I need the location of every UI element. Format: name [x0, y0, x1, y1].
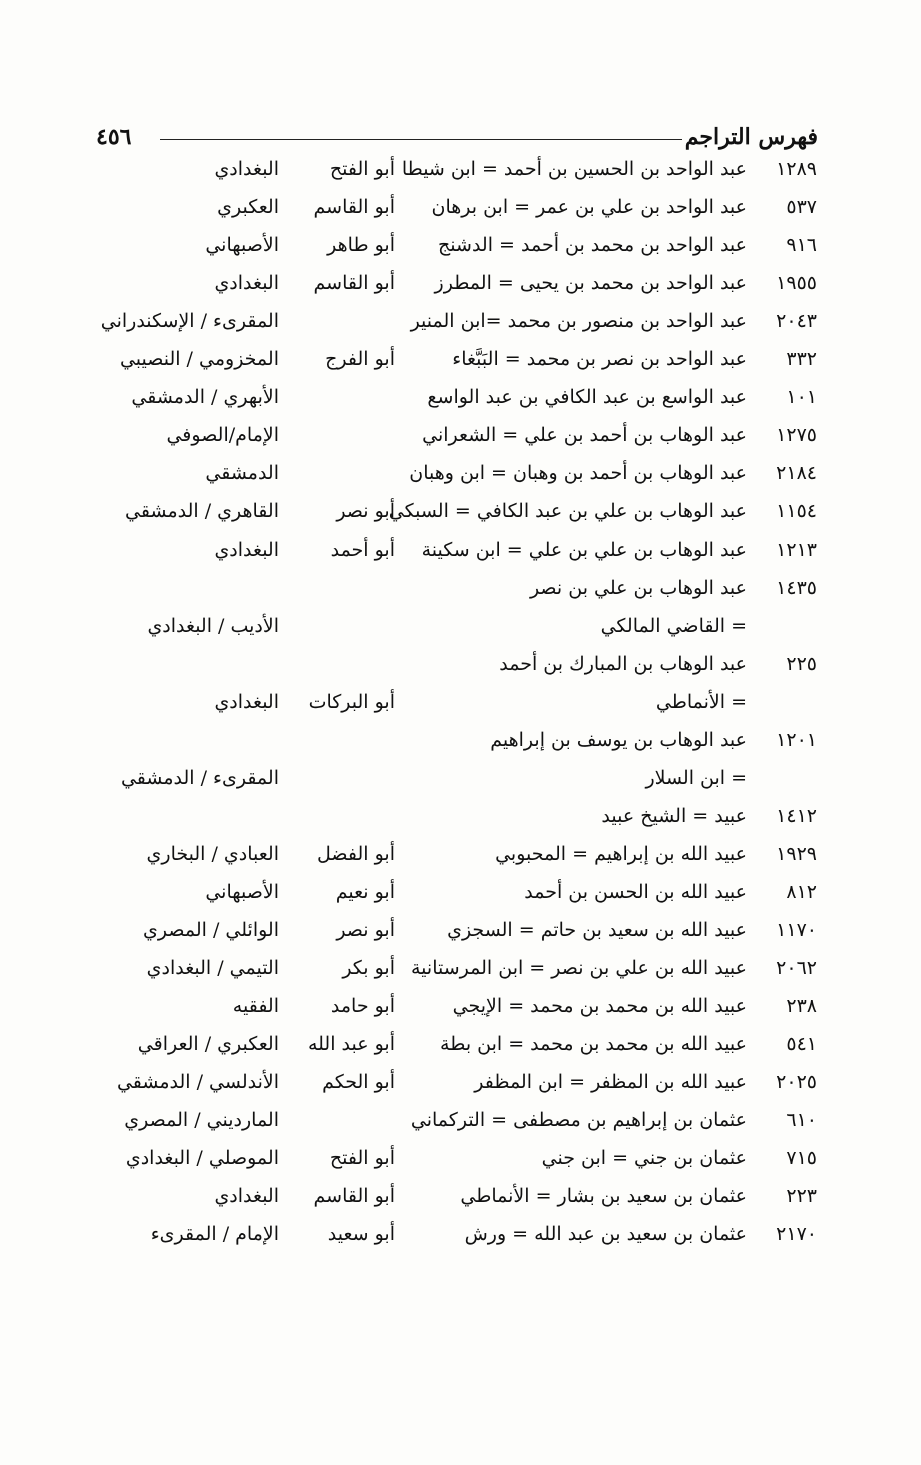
entry-kunya: أبو نصر [336, 919, 395, 941]
index-entry [0, 949, 921, 987]
entry-nisba: العكبري / العراقي [137, 1033, 279, 1056]
entry-name: عبد الوهاب بن أحمد بن وهبان = ابن وهبان [409, 462, 747, 485]
index-entry [0, 302, 921, 340]
index-entry [0, 188, 921, 226]
index-entry [0, 1063, 921, 1101]
entry-name: عبد الوهاب بن علي بن عبد الكافي = السبكي [388, 500, 747, 523]
entry-nisba: العبادي / البخاري [146, 842, 279, 865]
entry-nisba: التيمي / البغدادي [146, 957, 279, 980]
index-entry [0, 264, 921, 302]
entry-nisba: البغدادي [214, 272, 279, 295]
entry-kunya: أبو طاهر [327, 234, 395, 257]
entry-number: ٢٠٦٢ [776, 957, 817, 980]
entry-name: عبيد الله بن إبراهيم = المحبوبي [495, 842, 747, 865]
index-entry [0, 226, 921, 264]
index-entry [0, 531, 921, 569]
entry-kunya: أبو الفتح [329, 1147, 395, 1170]
index-entry [0, 454, 921, 492]
index-entry [0, 378, 921, 416]
entry-kunya: أبو الفضل [317, 842, 395, 865]
entry-nisba: البغدادي [214, 690, 279, 713]
entry-name: عبيد الله بن محمد بن محمد = ابن بطة [440, 1033, 747, 1056]
entry-number: ٥٣٧ [786, 196, 817, 219]
index-entry [0, 759, 921, 797]
index-entry [0, 683, 921, 721]
entry-name: عبد الواحد بن الحسين بن أحمد = ابن شيطا [401, 158, 747, 180]
entry-name: عبد الواحد بن علي بن عمر = ابن برهان [431, 196, 747, 219]
entry-name: = ابن السلار [645, 766, 747, 789]
entry-nisba: الأصبهاني [205, 234, 279, 257]
entry-kunya: أبو أحمد [330, 538, 395, 561]
index-entry [0, 835, 921, 873]
entry-name: عثمان بن إبراهيم بن مصطفى = التركماني [410, 1109, 747, 1132]
entry-name: عبد الواحد بن محمد بن يحيى = المطرز [434, 272, 747, 295]
entry-nisba: الدمشقي [205, 462, 279, 485]
entry-number: ١٤٣٥ [776, 576, 817, 599]
entry-name: عبد الوهاب بن علي بن نصر [529, 576, 747, 599]
entry-nisba: الفقيه [232, 995, 279, 1018]
entry-number: ١١٧٠ [776, 919, 817, 941]
entry-number: ٢٢٥ [786, 652, 817, 675]
entry-number: ٢٠٤٣ [776, 310, 817, 333]
entry-name: عبيد الله بن سعيد بن حاتم = السجزي [447, 919, 747, 941]
index-entry [0, 1139, 921, 1177]
entry-nisba: المقرىء / الدمشقي [120, 766, 279, 789]
index-entry [0, 987, 921, 1025]
entry-nisba: العكبري [217, 196, 279, 219]
entry-number: ٨١٢ [786, 880, 817, 903]
entry-number: ١٩٢٩ [776, 842, 817, 865]
index-entry [0, 492, 921, 530]
entry-kunya: أبو عبد الله [307, 1033, 395, 1056]
entry-nisba: المقرىء / الإسكندراني [100, 310, 279, 333]
entry-number: ٢١٧٠ [776, 1223, 817, 1246]
entry-kunya: أبو حامد [330, 995, 395, 1018]
entry-kunya: أبو القاسم [313, 196, 395, 219]
entry-nisba: الأديب / البغدادي [147, 614, 279, 637]
entry-name: عبد الوهاب بن علي بن علي = ابن سكينة [421, 538, 747, 561]
index-entry [0, 150, 921, 188]
index-entry [0, 569, 921, 607]
entry-kunya: أبو الفرج [325, 348, 395, 371]
entry-name: عثمان بن سعيد بن بشار = الأنماطي [460, 1185, 747, 1208]
entry-nisba: الموصلي / البغدادي [125, 1147, 279, 1170]
entry-name: = القاضي المالكي [600, 614, 747, 637]
entry-name: عبد الواحد بن نصر بن محمد = البَبَّغاء [452, 348, 747, 371]
entry-name: عبد الواحد بن منصور بن محمد =ابن المنير [410, 310, 747, 333]
index-entry [0, 1215, 921, 1253]
entry-nisba: الأصبهاني [205, 880, 279, 903]
entry-nisba: الإمام / المقرىء [150, 1223, 279, 1246]
entry-kunya: أبو سعيد [327, 1223, 395, 1246]
entry-nisba: المخزومي / النصيبي [119, 348, 279, 371]
index-entry [0, 1177, 921, 1215]
entry-name: عبيد الله بن علي بن نصر = ابن المرستانية [411, 957, 747, 980]
entry-number: ٣٣٢ [786, 348, 817, 371]
index-entry [0, 645, 921, 683]
entry-name: = الأنماطي [655, 690, 747, 713]
index-entry [0, 797, 921, 835]
entry-nisba: البغدادي [214, 158, 279, 180]
index-entry [0, 416, 921, 454]
index-entry [0, 721, 921, 759]
entry-name: عبيد = الشيخ عبيد [601, 804, 747, 827]
header-rule [160, 139, 682, 140]
entry-number: ١٢٨٩ [776, 158, 817, 180]
entry-nisba: المارديني / المصري [124, 1109, 279, 1132]
entry-kunya: أبو البركات [308, 690, 395, 713]
entry-name: عبيد الله بن المظفر = ابن المظفر [474, 1071, 747, 1094]
entry-name: عثمان بن جني = ابن جني [541, 1147, 747, 1170]
page-number: ٤٥٦ [96, 124, 132, 150]
entry-kunya: أبو بكر [342, 957, 395, 980]
entry-name: عبد الواحد بن محمد بن أحمد = الدشنج [438, 234, 747, 257]
index-entry [0, 607, 921, 645]
entry-nisba: الإمام/الصوفي [166, 424, 279, 447]
entry-nisba: القاهري / الدمشقي [125, 500, 279, 523]
entry-kunya: أبو القاسم [313, 1185, 395, 1208]
entry-kunya: أبو نعيم [335, 880, 395, 903]
entry-number: ١٢١٣ [776, 538, 817, 561]
running-title: فهرس التراجم [684, 124, 818, 150]
entry-number: ٧١٥ [786, 1147, 817, 1170]
entry-name: عبد الوهاب بن يوسف بن إبراهيم [490, 728, 747, 751]
entry-nisba: الأندلسي / الدمشقي [116, 1071, 279, 1094]
entry-number: ٦١٠ [786, 1109, 817, 1132]
index-entry [0, 340, 921, 378]
entry-kunya: أبو الحكم [322, 1071, 395, 1094]
index-entry [0, 911, 921, 949]
entry-number: ٢١٨٤ [776, 462, 817, 485]
index-entry [0, 873, 921, 911]
index-list [0, 150, 921, 1280]
entry-nisba: الأبهري / الدمشقي [131, 386, 279, 409]
entry-name: عبد الوهاب بن المبارك بن أحمد [499, 652, 747, 675]
entry-number: ٥٤١ [786, 1033, 817, 1056]
entry-kunya: أبو القاسم [313, 272, 395, 295]
entry-number: ١٤١٢ [776, 804, 817, 827]
entry-nisba: الوائلي / المصري [143, 919, 279, 941]
entry-number: ٢٣٨ [786, 995, 817, 1018]
entry-name: عبيد الله بن الحسن بن أحمد [524, 880, 747, 903]
entry-number: ١٩٥٥ [776, 272, 817, 295]
entry-number: ١٠١ [786, 386, 817, 409]
entry-kunya: أبو نصر [336, 500, 395, 523]
index-entry [0, 1101, 921, 1139]
index-entry [0, 1025, 921, 1063]
entry-number: ٢٢٣ [786, 1185, 817, 1208]
entry-nisba: البغدادي [214, 538, 279, 561]
entry-number: ١١٥٤ [776, 500, 817, 523]
entry-nisba: البغدادي [214, 1185, 279, 1208]
entry-kunya: أبو الفتح [329, 158, 395, 180]
entry-name: عبد الواسع بن عبد الكافي بن عبد الواسع [427, 386, 747, 409]
entry-number: ١٢٠١ [776, 728, 817, 751]
entry-number: ٢٠٢٥ [776, 1071, 817, 1094]
entry-number: ١٢٧٥ [776, 424, 817, 447]
entry-name: عبيد الله بن محمد بن محمد = الإيجي [452, 995, 747, 1018]
entry-name: عثمان بن سعيد بن عبد الله = ورش [464, 1223, 747, 1246]
entry-number: ٩١٦ [786, 234, 817, 257]
entry-name: عبد الوهاب بن أحمد بن علي = الشعراني [422, 424, 747, 447]
